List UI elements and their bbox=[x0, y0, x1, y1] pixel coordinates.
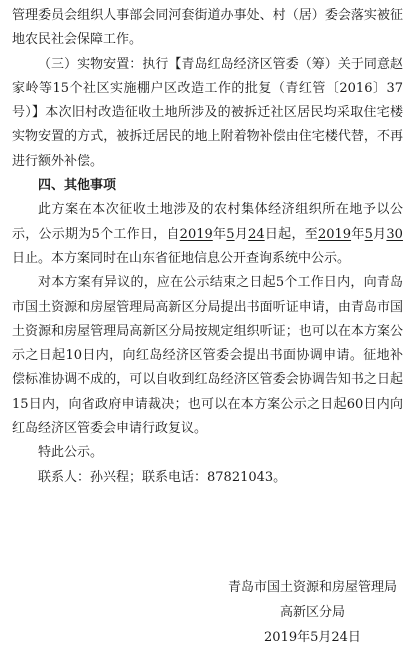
year-char-2: 年 bbox=[351, 226, 365, 242]
issuing-branch: 高新区分局 bbox=[279, 605, 345, 620]
document-body bbox=[12, 4, 403, 490]
paragraph-publicity-period bbox=[12, 198, 403, 271]
signature-block bbox=[228, 575, 397, 650]
issuing-organization: 青岛市国土资源和房屋管理局 bbox=[227, 580, 397, 595]
paragraph-hereby-announced: 特此公示。 bbox=[38, 445, 104, 461]
paragraph-physical-resettlement: （三）实物安置：执行【青岛红岛经济区管委（筹）关于同意赵家岭等15个社区实施棚户区改造工作的批复（青红管〔2016〕37号）】本次旧村改造征收土地所涉及的被拆迁社区居民均采取住宅楼实物安置的方式，被拆迁居民的地上附着物补偿由住宅楼代替，不再进行额外补偿。 bbox=[12, 56, 403, 169]
issue-date: 2019年5月24日 bbox=[264, 630, 361, 645]
paragraph-objection-procedure: 对本方案有异议的，应在公示结束之日起5个工作日内，向青岛市国土资源和房屋管理局高新区分局提出书面听证申请，由青岛市国土资源和房屋管理局高新区分局按规定组织听证；也可以在本方案公示之日起10日内，向红岛经济区管委会提出书面协调申请。征地补偿标准协调不成的，可以自收到红岛经济区管委会协调告知书之日起15日内，向省政府申请裁决；也可以在本方案公示之日起60日内向红岛经济区管委会申请行政复议。 bbox=[12, 275, 403, 437]
start-year: 2019 bbox=[179, 226, 213, 242]
month-char-1: 月 bbox=[234, 226, 249, 242]
publicity-text-start: 此方案在本次征收土地涉及的农村集体经济组织所在地予以公示，公示期为5个工作日，自 bbox=[12, 202, 403, 242]
publicity-text-end: 日止。本方案同时在山东省征地信息公开查询系统中公示。 bbox=[12, 250, 351, 266]
start-month: 5 bbox=[226, 226, 235, 242]
paragraph-social-security: 管理委员会组织人事部会同河套街道办事处、村（居）委会落实被征地农民社会保障工作。 bbox=[12, 8, 403, 48]
month-char-2: 月 bbox=[372, 226, 387, 242]
end-day: 30 bbox=[386, 226, 403, 242]
day-text-1: 日起，至 bbox=[264, 226, 318, 242]
end-month: 5 bbox=[364, 226, 373, 242]
year-char-1: 年 bbox=[212, 226, 227, 242]
section-heading-other-matters: 四、其他事项 bbox=[38, 178, 117, 194]
paragraph-contact-info: 联系人：孙兴程；联系电话：87821043。 bbox=[38, 469, 287, 485]
end-year: 2019 bbox=[317, 226, 352, 242]
start-day: 24 bbox=[248, 226, 265, 242]
